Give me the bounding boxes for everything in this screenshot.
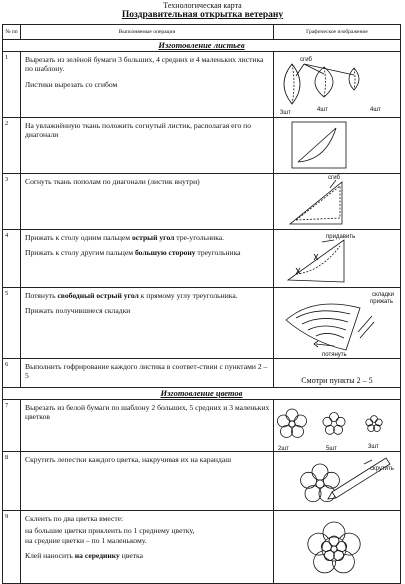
step-graphic [274,288,401,359]
col-header-operations: Выполняемые операции [21,25,274,40]
step-graphic [274,174,401,230]
fabric-square [292,122,346,168]
step-graphic [274,230,401,288]
fabric-fold-illustration [274,174,401,230]
emphasis: большую сторону [134,248,196,258]
reference-note: Смотри пункты 2 – 5 [301,375,373,385]
press-label: прижать [370,299,394,305]
table-row [3,399,401,451]
fold-label: сгиб [300,57,312,63]
step-graphic [274,118,401,174]
table-row [3,174,401,230]
step-text: Скрутить лепестки каждого цветка, накручивая их на карандаш [25,454,232,464]
large-leaf-count: 3шт [280,110,291,116]
step-operation [21,359,274,388]
table-row [3,451,401,510]
leaf-fold-line [298,128,336,162]
step-graphic [274,399,401,451]
arrow-line [360,322,374,338]
step-text: На увлажнённую ткань положить согнутый листик, располагая его по диагонали [25,121,252,140]
folded-fabric-triangle [288,240,344,282]
step-number: 5 [3,288,21,359]
step-graphic [274,359,401,388]
fold-pointer-line [330,180,336,188]
step-operation [21,510,274,583]
step-number: 2 [3,118,21,174]
table-row [3,52,401,118]
twist-pointer-line [364,460,372,464]
step-graphic [274,52,401,118]
press-corners-illustration [274,230,401,288]
section-row-flowers [3,387,401,399]
step-number: 9 [3,510,21,583]
large-leaf-shape [284,64,300,104]
tech-card-table [2,24,401,584]
step-operation [21,118,274,174]
small-leaf-fold [354,68,355,90]
step-text: Прижать к столу одним пальцем острый угол тре-угольника. [25,233,225,242]
twist-label: скрутить [370,465,394,472]
fold-pointer-line [304,64,354,75]
press-label: придавить [326,234,356,240]
step-text: Склеить по два цветка вместе: [25,513,124,523]
step-number: 8 [3,451,21,510]
step-text: Выполнить гофрирование каждого листика в соответ-ствии с пунктами 2 – 5 [25,362,268,381]
medium-leaf-count: 4шт [317,107,328,113]
step-text: Потянуть свободный острый угол к прямому углу треугольника. [25,291,238,300]
step-operation [21,399,274,451]
leaf-on-fabric-illustration [274,118,401,174]
glued-flower-illustration [274,511,401,584]
small-leaf-shape [349,68,359,90]
press-pointer-line [322,240,334,242]
step-operation [21,174,274,230]
step-text: Прижать получившиеся складки [25,306,131,316]
step-operation [21,288,274,359]
col-header-num: № пп [3,25,21,40]
table-header-row [3,25,401,40]
emphasis: свободный острый угол [57,291,139,300]
step-number: 7 [3,399,21,451]
large-flower-shape [278,409,307,438]
step-operation [21,451,274,510]
leaf-inside-outline [296,186,340,220]
pleat-line [296,311,350,318]
pleat-line [316,333,344,338]
step-operation [21,52,274,118]
step-graphic [274,451,401,510]
section-row-leaves [3,40,401,52]
leaves-cut-illustration [274,52,401,118]
emphasis: острый угол [131,233,175,242]
pleat-line [308,326,346,330]
step-text: на большие цветки приклеить по 1 среднему цветку, [25,526,195,536]
emphasis: на серединку [74,551,120,561]
step-number: 6 [3,359,21,388]
table-row [3,510,401,583]
document-subtitle: Технологическая карта [163,1,242,10]
layered-flower-shape [308,522,360,573]
pull-corner-illustration [274,288,401,359]
small-leaf-count: 4шт [370,107,381,113]
folds-label: складки [372,292,395,298]
flower-shape [301,464,340,502]
section-title-leaves: Изготовление листьев [3,40,401,52]
step-text: на средние цветки – по 1 маленькому. [25,535,147,545]
step-number: 1 [3,52,21,118]
step-text: Листики вырезать со сгибом [25,79,118,89]
medium-flower-count: 5шт [326,445,337,452]
pleat-line [302,318,348,324]
table-row [3,230,401,288]
medium-leaf-fold [324,67,326,97]
table-row [3,118,401,174]
step-text: Вырезать из белой бумаги по шаблону 2 больших, 5 средних и 3 маленьких цветков [25,402,270,422]
col-header-graphic: Графическое изображение [274,25,401,40]
step-number: 3 [3,174,21,230]
step-text: Согнуть ткань пополам по диагонали (листик внутри) [25,177,200,186]
table-row [3,288,401,359]
medium-flower-shape [323,412,345,434]
table-row [3,359,401,388]
step-operation [21,230,274,288]
twist-petals-illustration [274,452,401,511]
medium-leaf-shape [315,67,333,97]
large-flower-count: 2шт [278,445,289,452]
fold-label: сгиб [328,175,340,181]
step-text: Прижать к столу другим пальцем большую сторону треугольника [25,248,241,258]
step-number: 4 [3,230,21,288]
flowers-cut-illustration [274,400,401,452]
pull-arrow-line [316,344,334,346]
fold-pointer-line [296,64,304,76]
small-flower-count: 3шт [368,443,379,450]
large-leaf-fold [292,64,294,104]
document-title: Поздравительная открытка ветерану [121,10,284,20]
arrow-line [358,316,372,332]
section-title-flowers: Изготовление цветов [3,387,401,399]
step-graphic [274,510,401,583]
pull-label: потянуть [322,352,347,358]
fold-pointer-line [304,64,324,74]
folded-fabric-triangle [290,182,342,224]
step-text: Вырезать из зелёной бумаги 3 больших, 4 средних и 4 маленьких листика по шаблону. [25,55,264,74]
pencil-body [332,458,390,498]
small-flower-shape [366,415,382,431]
step-text: Клей наносить на серединку цветка [25,551,143,561]
